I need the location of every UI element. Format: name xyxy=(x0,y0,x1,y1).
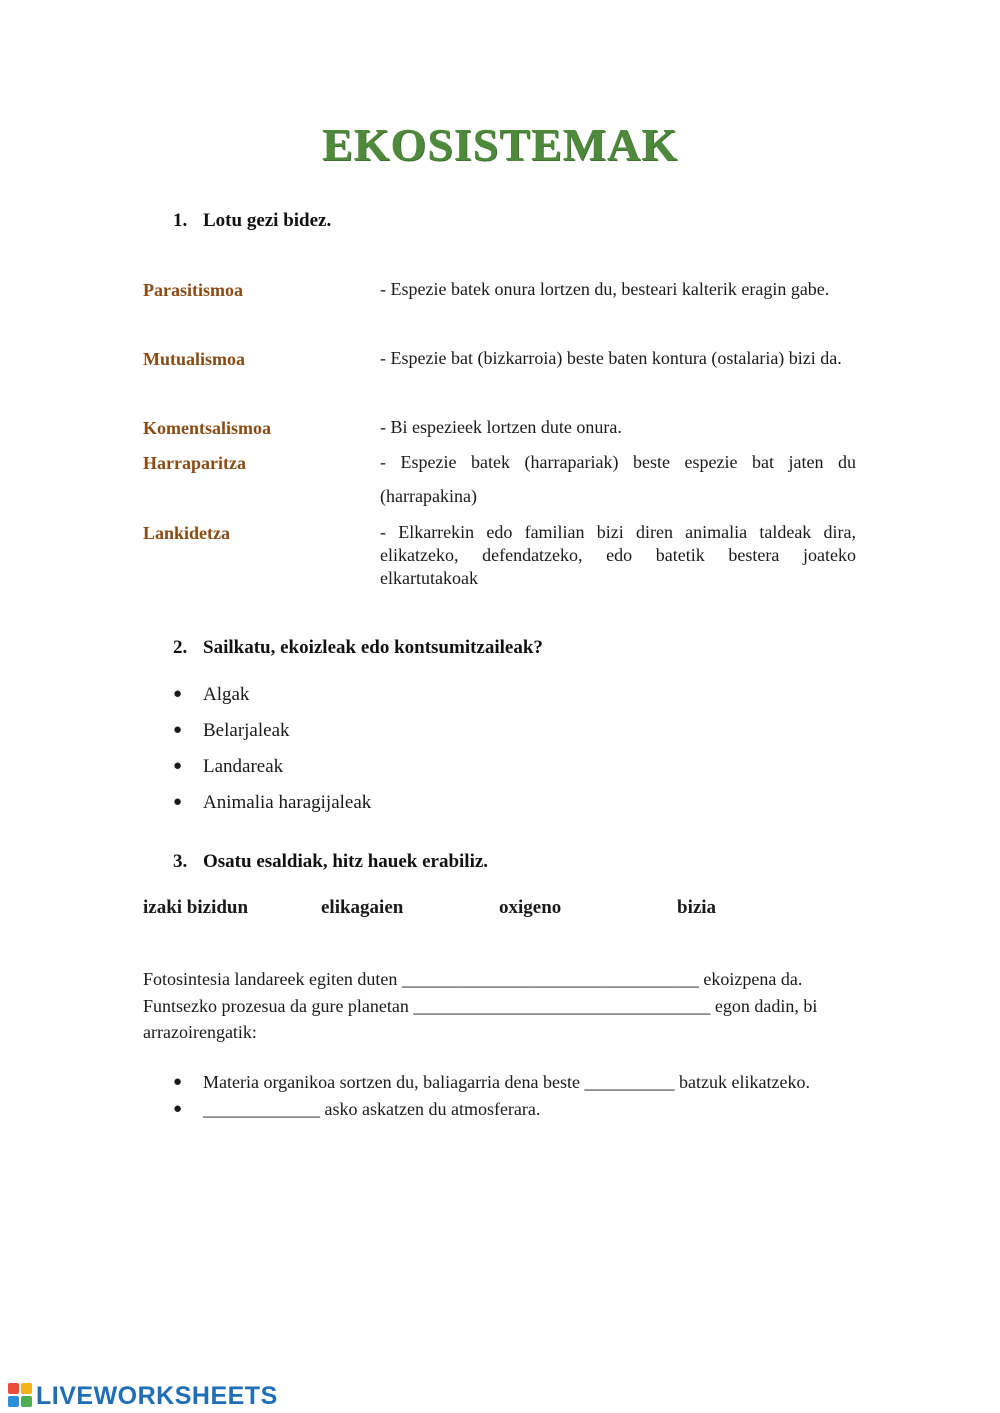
word-bank-item: bizia xyxy=(677,897,717,918)
bullet-icon: ● xyxy=(173,686,183,702)
list-item xyxy=(173,684,249,706)
term-harraparitza: Harraparitza xyxy=(143,453,246,473)
definition-1: - Espezie batek onura lortzen du, besteari kalterik eragin gabe. xyxy=(380,279,830,299)
question-1-number: 1. xyxy=(173,210,188,231)
list-item-text: Materia organikoa sortzen du, baliagarria dena beste __________ batzuk elikatzeko. xyxy=(203,1072,810,1092)
list-item-text: Landareak xyxy=(203,756,284,777)
list-item-text: _____________ asko askatzen du atmosferara. xyxy=(203,1098,541,1119)
question-3-heading xyxy=(173,851,488,873)
bullet-icon: ● xyxy=(173,722,183,738)
list-item xyxy=(173,756,283,778)
question-2-heading xyxy=(173,637,543,659)
question-2-number: 2. xyxy=(173,637,188,658)
logo-text: LIVEWORKSHEETS xyxy=(36,1381,278,1410)
list-item-text: Animalia haragijaleak xyxy=(203,792,372,813)
term-mutualismoa: Mutualismoa xyxy=(143,349,246,369)
bullet-icon: ● xyxy=(173,1100,183,1117)
definition-3: - Bi espezieek lortzen dute onura. xyxy=(380,417,622,437)
word-bank-item: izaki bizidun xyxy=(143,897,249,918)
term-lankidetza: Lankidetza xyxy=(143,523,231,543)
list-item xyxy=(173,1069,813,1096)
bullet-icon: ● xyxy=(173,794,183,810)
fill-in-list xyxy=(173,1069,813,1122)
list-item xyxy=(173,1096,813,1123)
definition-5: - Elkarrekin edo familian bizi diren animalia taldeak dira, elikatzeko, defendatzeko, edo batetik bestera joateko elkartutakoak xyxy=(380,522,856,588)
fill-in-paragraph: Fotosintesia landareek egiten duten _________________________________ ekoizpena da. Funtsezko prozesua da gure planetan _________________________________ egon dadin, bi arrazoirengatik: xyxy=(143,969,818,1042)
question-3-text: Osatu esaldiak, hitz hauek erabiliz. xyxy=(203,851,489,872)
definition-4: - Espezie batek (harrapariak) beste espezie bat jaten du (harrapakina) xyxy=(380,452,856,506)
question-3-number: 3. xyxy=(173,851,188,872)
bullet-icon: ● xyxy=(173,1074,183,1090)
list-item xyxy=(173,720,290,742)
term-parasitismoa: Parasitismoa xyxy=(143,280,243,300)
list-item-text: Belarjaleak xyxy=(203,720,290,741)
question-2-text: Sailkatu, ekoizleak edo kontsumitzaileak? xyxy=(203,637,543,658)
list-item xyxy=(173,792,371,814)
logo-icon xyxy=(8,1383,34,1409)
liveworksheets-logo xyxy=(8,1380,278,1412)
term-komentsalismoa: Komentsalismoa xyxy=(143,418,271,438)
bullet-icon: ● xyxy=(173,758,183,774)
word-bank-item: oxigeno xyxy=(499,897,562,918)
question-1-text: Lotu gezi bidez. xyxy=(203,210,332,231)
question-1-heading xyxy=(173,210,331,232)
word-bank-item: elikagaien xyxy=(321,897,404,918)
page-title: EKOSISTEMAK xyxy=(321,119,679,170)
list-item-text: Algak xyxy=(203,684,250,705)
definition-2: - Espezie bat (bizkarroia) beste baten kontura (ostalaria) bizi da. xyxy=(380,348,842,368)
